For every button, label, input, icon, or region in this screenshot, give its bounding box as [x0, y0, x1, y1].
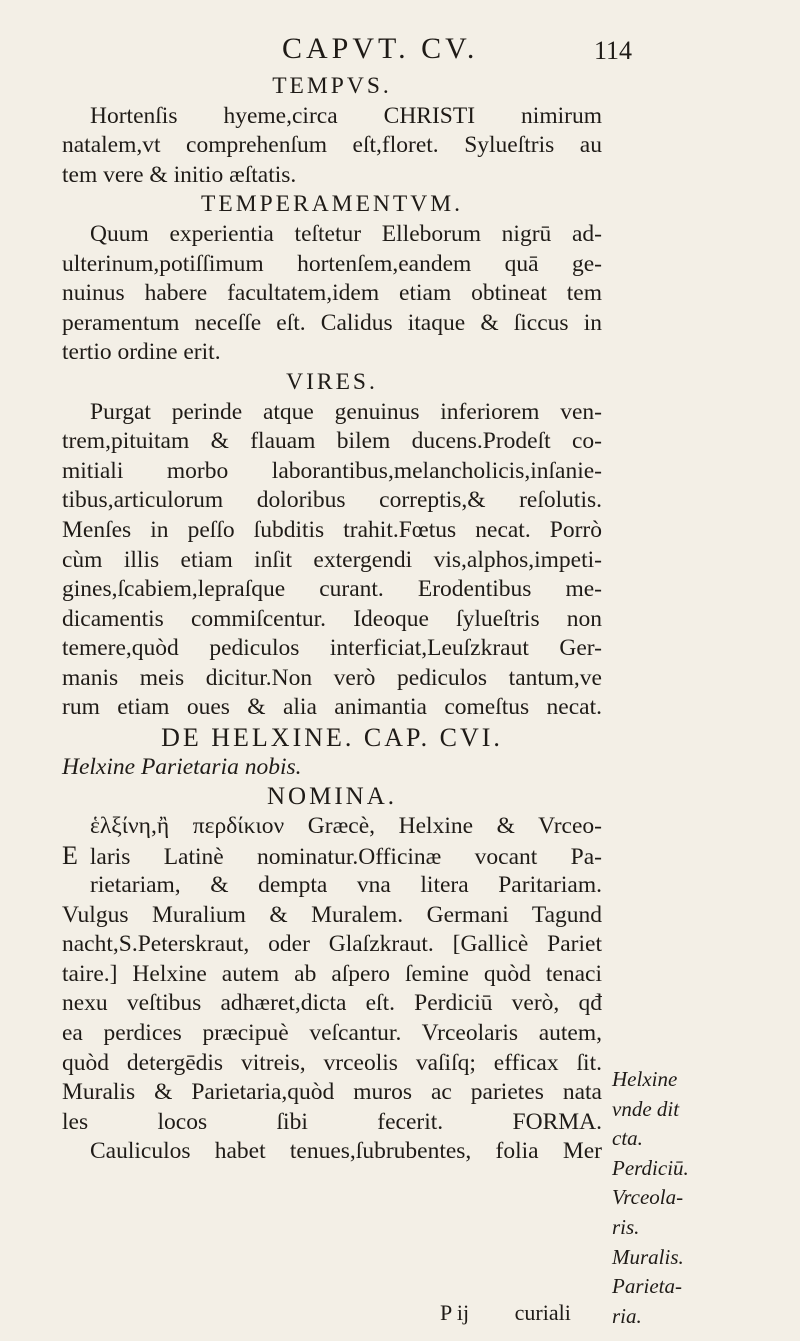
- text-line: [62, 841, 602, 871]
- text-line: temere,quòd pediculos interficiat,Leuſzkraut Ger-: [62, 635, 602, 662]
- text-line: nexu veſtibus adhæret,dicta eſt. Perdiciū verò, qđ: [62, 990, 602, 1017]
- text-line: tibus,articulorum doloribus correptis,& reſolutis.: [62, 487, 602, 514]
- text-line: cùm illis etiam inſit extergendi vis,alphos,impeti-: [62, 546, 602, 573]
- signature-mark: P ij: [440, 1300, 470, 1325]
- text-line: TEMPVS.: [272, 73, 392, 99]
- text-line-content: laris Latinè nominatur.Officinæ vocant Pa-: [89, 844, 602, 871]
- margin-note: Helxine: [612, 1067, 678, 1091]
- text-line: manis meis dicitur.Non verò pediculos tantum,ve: [62, 664, 602, 691]
- margin-note: vnde dit: [612, 1096, 680, 1121]
- text-line: ἑλξίνη,ἢ περδίκιον Græcè, Helxine & Vrceo-: [90, 812, 602, 839]
- page-footer: [440, 1300, 571, 1326]
- text-line: Menſes in peſſo ſubditis trahit.Fœtus necat. Porrò: [62, 516, 602, 543]
- margin-notes: [612, 1065, 792, 1331]
- text-line: Quum experientia teſtetur Elleborum nigrū ad-: [90, 220, 602, 247]
- text-line: Vulgus Muralium & Muralem. Germani Tagund: [62, 901, 602, 928]
- text-line: ea perdices præcipuè veſcantur. Vrceolaris autem,: [62, 1020, 602, 1046]
- margin-note: Perdiciū.: [612, 1155, 689, 1180]
- text-line: rietariam, & dempta vna litera Paritariam.: [90, 872, 602, 899]
- catchword: curiali: [514, 1300, 571, 1325]
- margin-note: cta.: [612, 1126, 643, 1151]
- text-line: peramentum neceſſe eſt. Calidus itaque & ſiccus in: [62, 309, 602, 336]
- text-line: dicamentis commiſcentur. Ideoque ſylueſtris non: [62, 605, 602, 632]
- text-line: natalem,vt comprehenſum eſt,floret. Sylueſtris au: [62, 132, 602, 159]
- folio-number: 114: [594, 36, 633, 65]
- text-line: gines,ſcabiem,lepraſque curant. Erodentibus me-: [62, 576, 602, 603]
- text-line: Muralis & Parietaria,quòd muros ac parietes nata: [62, 1079, 602, 1106]
- text-line: Purgat perinde atque genuinus inferiorem ven-: [90, 398, 602, 425]
- text-line: Hortenſis hyeme,circa CHRISTI nimirum: [90, 102, 602, 129]
- text-line: taire.] Helxine autem ab aſpero ſemine quòd tenaci: [62, 960, 602, 987]
- text-line: rum etiam oues & alia animantia comeſtus necat.: [62, 694, 602, 721]
- text-line: ulterinum,potiſſimum hortenſem,eandem quā ge-: [62, 250, 602, 277]
- margin-note: ris.: [612, 1214, 640, 1239]
- margin-note: Parieta-: [612, 1274, 682, 1299]
- running-title: CAPVT. CV.: [282, 32, 479, 65]
- text-line: tertio ordine erit.: [62, 339, 221, 366]
- text-line: Helxine Parietaria nobis.: [62, 753, 302, 780]
- text-line: mitiali morbo laborantibus,melancholicis,inſanie-: [62, 457, 602, 484]
- text-line: trem,pituitam & flauam bilem ducens.Prodeſt co-: [62, 428, 602, 455]
- margin-note: ria.: [612, 1303, 642, 1328]
- running-head: [0, 28, 800, 68]
- main-text-column: [62, 72, 602, 1167]
- text-line: nuinus habere facultatem,idem etiam obtineat tem: [62, 280, 602, 307]
- text-line: les locos ſibi fecerit. FORMA.: [62, 1108, 602, 1135]
- text-line: VIRES.: [286, 368, 378, 395]
- margin-note: Muralis.: [612, 1244, 684, 1269]
- text-line: TEMPERAMENTVM.: [201, 191, 463, 218]
- text-line: DE HELXINE. CAP. CVI.: [161, 723, 503, 753]
- margin-note: Vrceola-: [612, 1185, 684, 1210]
- text-line: Cauliculos habet tenues,ſubrubentes, folia Mer: [90, 1138, 602, 1165]
- text-line: NOMINA.: [266, 783, 398, 811]
- margin-letter: E: [62, 841, 78, 871]
- text-line: tem vere & initio æſtatis.: [62, 161, 297, 188]
- text-line: quòd detergēdis vitreis, vrceolis vaſiſq; efficax ſit.: [62, 1049, 602, 1076]
- text-line: nacht,S.Peterskraut, oder Glaſzkraut. [Gallicè Pariet: [62, 931, 602, 958]
